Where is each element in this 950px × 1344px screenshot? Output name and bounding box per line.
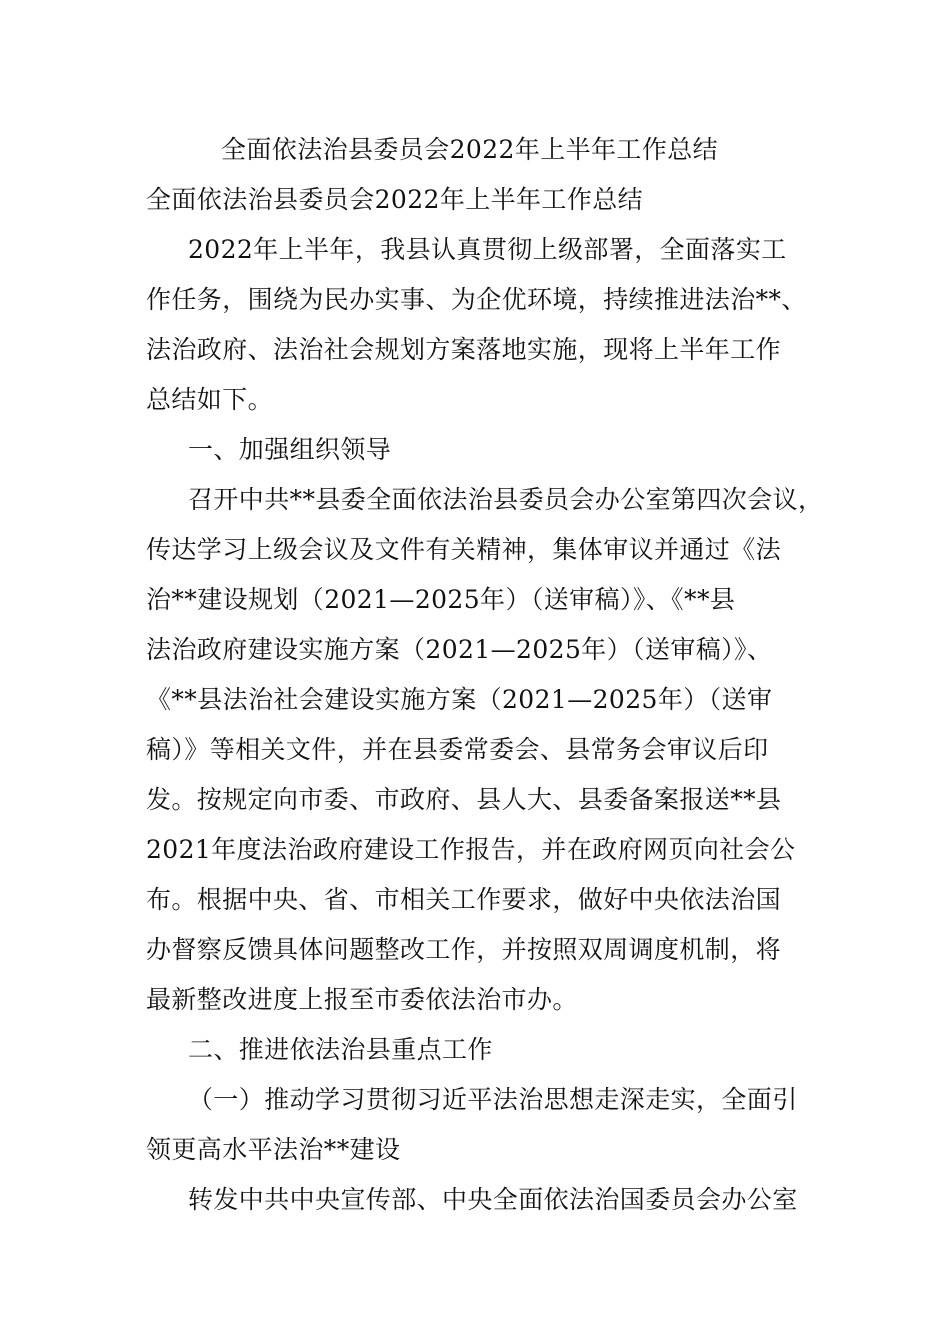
paragraph-line: 总结如下。 <box>146 385 274 414</box>
paragraph-line: 法治政府建设实施方案（2021—2025年）（送审稿）》、 <box>146 635 773 664</box>
paragraph-line: 转发中共中央宣传部、中央全面依法治国委员会办公室 <box>188 1185 798 1214</box>
section-heading: 一、加强组织领导 <box>188 435 392 464</box>
paragraph-line: 布。根据中央、省、市相关工作要求，做好中央依法治国 <box>146 885 782 914</box>
document-subtitle: 全面依法治县委员会2022年上半年工作总结 <box>146 185 644 214</box>
subsection-heading: （一）推动学习贯彻习近平法治思想走深走实，全面引 <box>188 1085 798 1114</box>
paragraph-line: 作任务，围绕为民办实事、为企优环境，持续推进法治**、 <box>146 285 807 314</box>
paragraph-line: 法治政府、法治社会规划方案落地实施，现将上半年工作 <box>146 335 782 364</box>
paragraph-line: 2022年上半年，我县认真贯彻上级部署，全面落实工 <box>188 235 787 264</box>
document-title: 全面依法治县委员会2022年上半年工作总结 <box>221 135 719 164</box>
paragraph-line: 传达学习上级会议及文件有关精神，集体审议并通过《法 <box>146 535 782 564</box>
paragraph-line: 最新整改进度上报至市委依法治市办。 <box>146 985 578 1014</box>
paragraph-line: 召开中共**县委全面依法治县委员会办公室第四次会议， <box>188 485 824 514</box>
paragraph-line: 发。按规定向市委、市政府、县人大、县委备案报送**县 <box>146 785 782 814</box>
paragraph-line: 《**县法治社会建设实施方案（2021—2025年）（送审 <box>146 685 773 714</box>
paragraph-line: 办督察反馈具体问题整改工作，并按照双周调度机制，将 <box>146 935 782 964</box>
paragraph-line: 稿）》等相关文件，并在县委常委会、县常务会审议后印 <box>146 735 769 764</box>
paragraph-line: 2021年度法治政府建设工作报告，并在政府网页向社会公 <box>146 835 796 864</box>
paragraph-line: 治**建设规划（2021—2025年）（送审稿）》、《**县 <box>146 585 736 614</box>
subsection-heading: 领更高水平法治**建设 <box>146 1135 401 1164</box>
section-heading: 二、推进依法治县重点工作 <box>188 1035 493 1064</box>
